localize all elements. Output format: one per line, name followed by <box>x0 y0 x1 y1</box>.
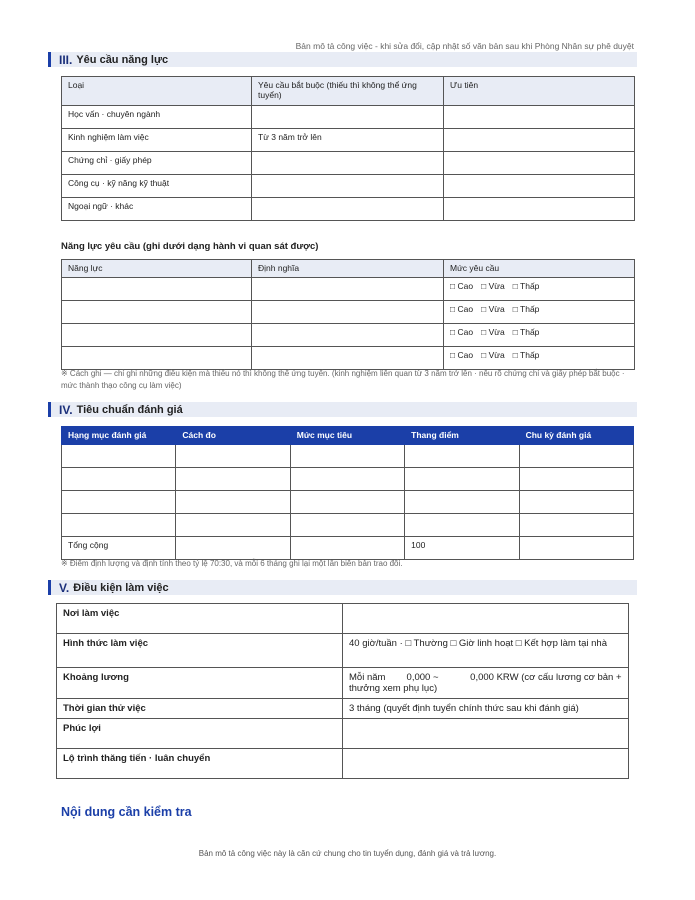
condition-value-benefits[interactable] <box>343 719 629 749</box>
eval-cell[interactable] <box>519 468 633 491</box>
condition-label-work-type: Hình thức làm việc <box>57 634 343 668</box>
level-options[interactable] <box>444 278 635 301</box>
section-4-title: Tiêu chuẩn đánh giá <box>76 403 183 416</box>
eval-header-method: Cách đo <box>176 427 290 445</box>
eval-cell[interactable] <box>405 468 519 491</box>
eval-header-target: Mức mục tiêu <box>290 427 404 445</box>
eval-cell[interactable] <box>519 514 633 537</box>
level-high-checkbox[interactable]: □ Cao <box>450 304 474 314</box>
evaluation-table <box>61 426 634 560</box>
req-cell[interactable] <box>444 106 635 129</box>
page-footer: Bản mô tả công việc này là căn cứ chung cho tin tuyển dụng, đánh giá và trả lương. <box>198 849 497 858</box>
level-options[interactable] <box>444 347 635 370</box>
section-3-title: Yêu cầu năng lực <box>76 53 169 66</box>
comp-cell[interactable] <box>62 324 252 347</box>
section-5-title: Điều kiện làm việc <box>73 581 169 594</box>
comp-cell[interactable] <box>62 301 252 324</box>
table-row <box>62 198 635 221</box>
req-cell[interactable] <box>252 198 444 221</box>
condition-value-work-type[interactable]: 40 giờ/tuần · □ Thường □ Giờ linh hoạt □ Kết hợp làm tại nhà <box>343 634 629 668</box>
req-cell[interactable] <box>252 106 444 129</box>
req-cell[interactable]: Học vấn · chuyên ngành <box>62 106 252 129</box>
req-cell[interactable]: Chứng chỉ · giấy phép <box>62 152 252 175</box>
level-options[interactable] <box>444 324 635 347</box>
table-row <box>62 491 634 514</box>
level-low-checkbox[interactable]: □ Thấp <box>512 327 540 337</box>
eval-cell[interactable] <box>290 445 404 468</box>
table-row <box>62 468 634 491</box>
req-cell[interactable] <box>444 175 635 198</box>
section-4-number: IV. <box>59 402 73 417</box>
condition-label-location: Nơi làm việc <box>57 604 343 634</box>
eval-cell[interactable] <box>176 491 290 514</box>
condition-label-career-path: Lộ trình thăng tiến · luân chuyển <box>57 749 343 779</box>
total-label: Tổng cộng <box>62 537 176 560</box>
level-high-checkbox[interactable]: □ Cao <box>450 327 474 337</box>
condition-label-benefits: Phúc lợi <box>57 719 343 749</box>
condition-value-career-path[interactable] <box>343 749 629 779</box>
eval-cell <box>519 537 633 560</box>
table-row <box>62 106 635 129</box>
req-header-required: Yêu cầu bắt buộc (thiếu thì không thể ứng tuyển) <box>252 77 444 106</box>
eval-cell[interactable] <box>62 514 176 537</box>
req-cell[interactable]: Ngoại ngữ · khác <box>62 198 252 221</box>
comp-cell[interactable] <box>62 347 252 370</box>
eval-cell[interactable] <box>290 491 404 514</box>
req-cell[interactable]: Kinh nghiệm làm việc <box>62 129 252 152</box>
level-mid-checkbox[interactable]: □ Vừa <box>481 350 505 360</box>
table-row <box>62 278 635 301</box>
level-mid-checkbox[interactable]: □ Vừa <box>481 281 505 291</box>
level-options[interactable] <box>444 301 635 324</box>
comp-header-competency: Năng lực <box>62 260 252 278</box>
eval-cell[interactable] <box>62 491 176 514</box>
comp-header-level: Mức yêu cầu <box>444 260 635 278</box>
table-row <box>57 699 629 719</box>
section-3-note: ※ Cách ghi — chỉ ghi những điều kiện mà thiếu nó thì không thể ứng tuyển. (kinh nghiệm liên quan từ 3 năm trở lên · nêu rõ chứng chỉ và giấy phép bắt buộc · mức thành thạo công cụ làm việc) <box>61 369 625 390</box>
req-cell[interactable] <box>444 129 635 152</box>
table-row <box>62 129 635 152</box>
eval-cell <box>290 537 404 560</box>
eval-header-scale: Thang điểm <box>405 427 519 445</box>
comp-cell[interactable] <box>252 324 444 347</box>
level-low-checkbox[interactable]: □ Thấp <box>512 350 540 360</box>
check-section-title: Nội dung cần kiểm tra <box>61 805 192 819</box>
comp-cell[interactable] <box>252 347 444 370</box>
working-conditions-table <box>56 603 629 779</box>
eval-cell[interactable] <box>405 514 519 537</box>
level-mid-checkbox[interactable]: □ Vừa <box>481 304 505 314</box>
level-mid-checkbox[interactable]: □ Vừa <box>481 327 505 337</box>
condition-value-probation[interactable]: 3 tháng (quyết định tuyển chính thức sau khi đánh giá) <box>343 699 629 719</box>
level-high-checkbox[interactable]: □ Cao <box>450 350 474 360</box>
table-row <box>62 514 634 537</box>
eval-header-cycle: Chu kỳ đánh giá <box>519 427 633 445</box>
req-cell[interactable] <box>252 175 444 198</box>
level-low-checkbox[interactable]: □ Thấp <box>512 281 540 291</box>
req-header-type: Loại <box>62 77 252 106</box>
eval-cell[interactable] <box>176 445 290 468</box>
table-row <box>62 152 635 175</box>
section-4-note: ※ Điểm định lượng và định tính theo tỷ lệ 70:30, và mỗi 6 tháng ghi lại một lần biên bản trao đổi. <box>61 559 403 568</box>
section-5-number: V. <box>59 580 70 595</box>
table-row <box>62 445 634 468</box>
condition-value-salary[interactable]: Mỗi năm 0,000 ~ 0,000 KRW (cơ cấu lương cơ bản + thưởng xem phụ lục) <box>343 668 629 699</box>
condition-label-probation: Thời gian thử việc <box>57 699 343 719</box>
table-row <box>57 749 629 779</box>
table-row <box>62 324 635 347</box>
competency-table <box>61 259 635 370</box>
comp-cell[interactable] <box>62 278 252 301</box>
level-low-checkbox[interactable]: □ Thấp <box>512 304 540 314</box>
eval-cell[interactable] <box>405 491 519 514</box>
req-cell[interactable]: Công cụ · kỹ năng kỹ thuật <box>62 175 252 198</box>
eval-cell[interactable] <box>62 445 176 468</box>
requirements-table <box>61 76 635 221</box>
eval-cell[interactable] <box>176 514 290 537</box>
eval-cell[interactable] <box>176 468 290 491</box>
condition-label-salary: Khoảng lương <box>57 668 343 699</box>
req-cell[interactable] <box>444 198 635 221</box>
eval-cell[interactable] <box>290 468 404 491</box>
total-row <box>62 537 634 560</box>
table-row <box>62 301 635 324</box>
eval-cell <box>176 537 290 560</box>
table-row <box>57 634 629 668</box>
section-3-number: III. <box>59 52 73 67</box>
table-row <box>57 668 629 699</box>
section-3-header <box>48 52 637 67</box>
req-cell[interactable] <box>444 152 635 175</box>
eval-cell[interactable] <box>519 491 633 514</box>
condition-value-location[interactable] <box>343 604 629 634</box>
eval-cell[interactable] <box>62 468 176 491</box>
table-row <box>57 604 629 634</box>
section-5-header <box>48 580 637 595</box>
req-header-preferred: Ưu tiên <box>444 77 635 106</box>
eval-header-item: Hạng mục đánh giá <box>62 427 176 445</box>
eval-cell[interactable] <box>290 514 404 537</box>
req-cell[interactable]: Từ 3 năm trở lên <box>252 129 444 152</box>
header-note: Bản mô tả công việc - khi sửa đổi, cập nhật số văn bản sau khi Phòng Nhân sự phê duyệt <box>295 41 634 51</box>
competency-title: Năng lực yêu cầu (ghi dưới dạng hành vi quan sát được) <box>61 241 319 252</box>
table-row <box>57 719 629 749</box>
eval-cell[interactable] <box>405 445 519 468</box>
level-high-checkbox[interactable]: □ Cao <box>450 281 474 291</box>
comp-cell[interactable] <box>252 278 444 301</box>
req-cell[interactable] <box>252 152 444 175</box>
comp-cell[interactable] <box>252 301 444 324</box>
table-row <box>62 347 635 370</box>
eval-cell[interactable] <box>519 445 633 468</box>
total-score: 100 <box>405 537 519 560</box>
comp-header-definition: Định nghĩa <box>252 260 444 278</box>
table-row <box>62 175 635 198</box>
section-4-header <box>48 402 637 417</box>
